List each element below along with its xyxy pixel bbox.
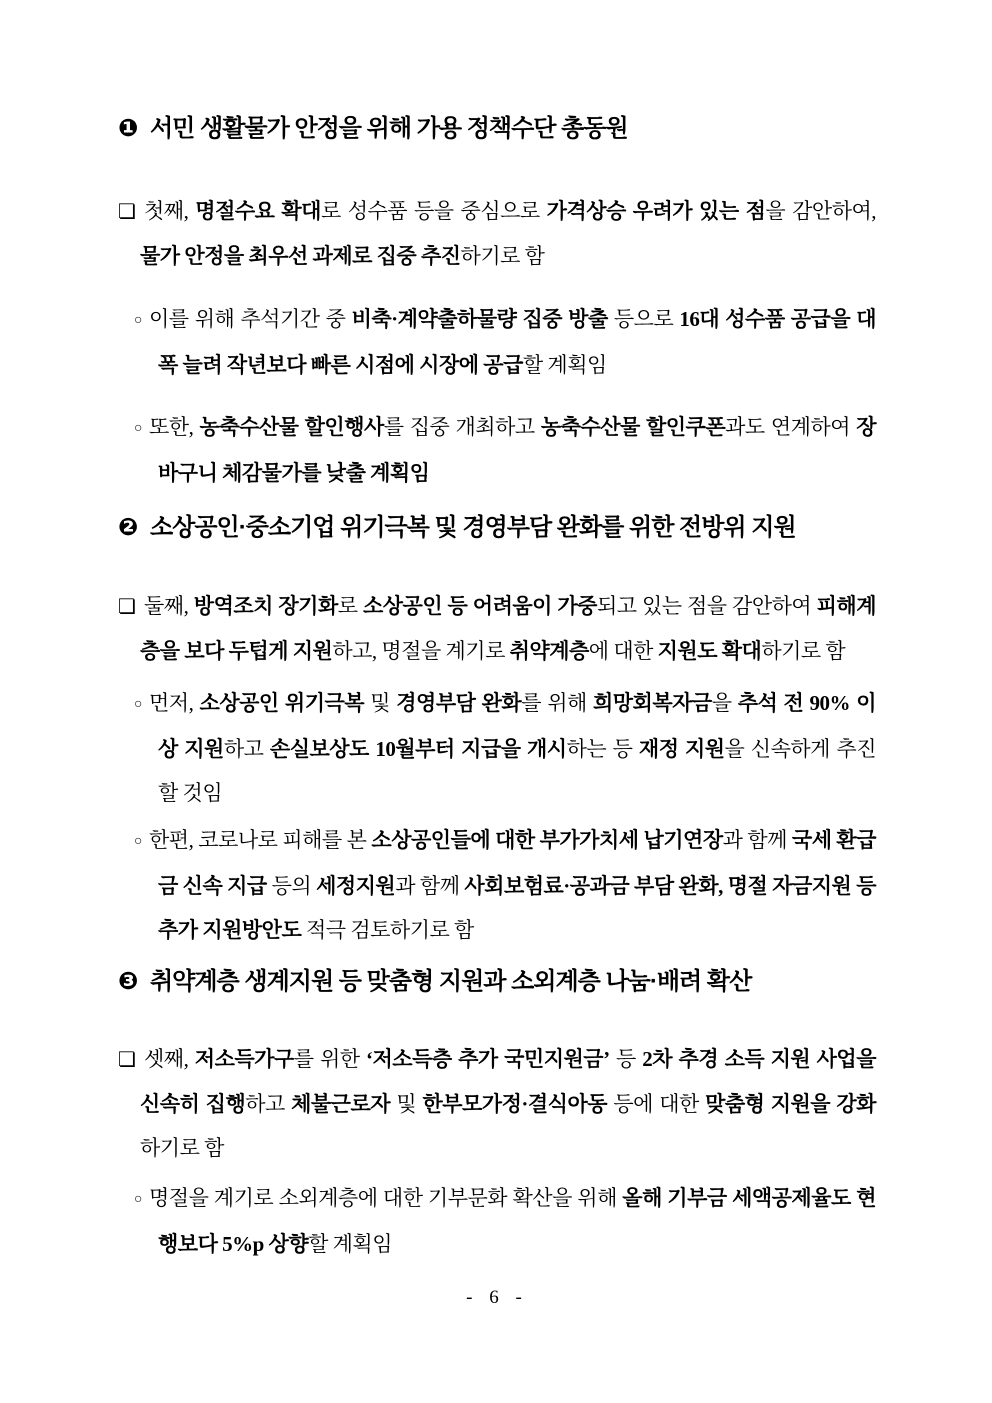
text-segment: 저소득가구 [194,1047,294,1071]
text-segment: 둘째, [144,594,194,618]
text-segment: 을 [711,691,738,715]
text-segment: 등 [609,1047,643,1071]
sub-bullet-item [134,297,876,387]
circle-bullet-icon: ○ [134,313,143,328]
section-title: 소상공인·중소기업 위기극복 및 경영부담 완화를 위한 전방위 지원 [150,514,796,541]
text-segment: 를 위해 [521,691,593,715]
text-segment: 되고 있는 점을 감안하여 [596,594,817,618]
text-segment: 지원도 확대 [657,639,762,663]
text-segment: 및 [390,1092,423,1116]
text-segment: 하고, 명절을 계기로 [332,639,510,663]
text-segment: 적극 검토하기로 함 [301,918,474,942]
text-segment: 할 계획임 [308,1232,393,1256]
numbered-circle-icon: ❷ [118,514,139,541]
text-segment: 하기로 함 [460,244,545,268]
text-segment: 을 감안하여, [765,199,877,223]
sub-bullet-item [134,818,876,952]
text-segment: 피해계층을 보다 두텁게 지원 [140,594,876,663]
text-segment: 장바구니 체감물가를 낮출 계획임 [158,415,876,485]
text-segment: 2차 추경 소득 지원 사업을 신속히 집행 [140,1047,877,1116]
text-segment: 가격상승 우려가 있는 점 [546,199,766,223]
document-content [118,107,876,1266]
text-segment: 과 함께 [722,828,792,852]
section-title: 취약계층 생계지원 등 맞춤형 지원과 소외계층 나눔·배려 확산 [150,968,752,995]
statement-item [118,584,876,673]
text-segment: 농축수산물 할인행사 [199,415,384,439]
text-segment: 비축·계약출하물량 집중 방출 [351,307,608,331]
text-segment: 물가 안정을 최우선 과제로 집중 추진 [140,244,461,268]
text-segment: 이를 위해 추석기간 중 [149,307,352,331]
numbered-circle-icon: ❸ [118,968,139,995]
sub-bullet-item [134,1176,876,1266]
text-segment: 을 신속하게 추진할 것임 [158,737,876,805]
text-segment: 를 집중 개최하고 [383,415,541,439]
text-segment: 를 위한 [293,1047,367,1071]
text-segment: 명절수요 확대 [195,199,321,223]
square-bullet-icon: ❏ [118,596,136,618]
text-segment: 소상공인 등 어려움이 가중 [362,594,597,618]
square-bullet-icon: ❏ [118,201,136,223]
text-segment: 먼저, [149,691,200,715]
text-segment: 방역조치 장기화 [193,594,338,618]
text-segment: 로 [337,594,363,618]
section-heading [118,506,876,550]
circle-bullet-icon: ○ [134,1192,143,1207]
text-segment: 경영부담 완화 [396,691,522,715]
text-segment: 희망회복자금 [592,691,712,715]
text-segment: 하는 등 [566,737,639,761]
text-segment: 소상공인 위기극복 [199,691,365,715]
text-segment: 등으로 [607,307,680,331]
text-segment: 맞춤형 지원을 강화 [705,1092,876,1116]
text-segment: 하기로 함 [140,1136,224,1160]
text-segment: 추석 전 90% 이상 지원 [158,691,876,761]
text-segment: 국세 환급금 신속 지급 [158,828,876,898]
sub-bullet-item [134,405,876,495]
text-segment: 과 함께 [395,874,465,898]
circle-bullet-icon: ○ [134,421,143,436]
text-segment: 하고 [245,1092,292,1116]
text-segment: 및 [364,691,397,715]
text-segment: 소상공인들에 대한 부가가치세 납기연장 [371,828,723,852]
text-segment: 취약계층 [509,639,589,663]
numbered-circle-icon: ❶ [118,115,139,142]
sub-bullet-item [134,681,876,815]
section-heading [118,960,876,1004]
text-segment: ‘저소득층 추가 국민지원금’ [366,1047,610,1071]
section-heading [118,107,876,151]
text-segment: 사회보험료·공과금 부담 완화, 명절 자금지원 등 추가 지원방안도 [158,874,877,942]
statement-item [118,1037,876,1170]
text-segment: 로 성수품 등을 중심으로 [320,199,547,223]
text-segment: 한편, 코로나로 피해를 본 [149,828,372,852]
text-segment: 과도 연계하여 [725,415,857,439]
square-bullet-icon: ❏ [118,1049,136,1071]
page-number: - 6 - [466,1287,528,1308]
text-segment: 등의 [266,874,317,898]
text-segment: 세정지원 [316,874,396,898]
text-segment: 올해 기부금 세액공제율도 현행보다 5%p 상향 [158,1186,876,1256]
text-segment: 등에 대한 [607,1092,706,1116]
text-segment: 할 계획임 [522,353,607,377]
section-title: 서민 생활물가 안정을 위해 가용 정책수단 총동원 [150,115,628,142]
text-segment: 손실보상도 10월부터 지급을 개시 [269,737,567,761]
text-segment: 명절을 계기로 소외계층에 대한 기부문화 확산을 위해 [149,1186,623,1210]
text-segment: 하고 [223,737,270,761]
statement-item [118,189,876,278]
text-segment: 16대 성수품 공급을 대폭 늘려 작년보다 빠른 시점에 시장에 공급 [158,307,877,377]
text-segment: 하기로 함 [761,639,846,663]
text-segment: 농축수산물 할인쿠폰 [540,415,726,439]
text-segment: 체불근로자 [291,1092,391,1116]
text-segment: 첫째, [144,199,196,223]
circle-bullet-icon: ○ [134,697,143,712]
text-segment: 셋째, [144,1047,195,1071]
text-segment: 한부모가정·결식아동 [422,1092,608,1116]
text-segment: 재정 지원 [638,737,725,761]
text-segment: 또한, [149,415,200,439]
circle-bullet-icon: ○ [134,834,143,849]
text-segment: 에 대한 [588,639,658,663]
